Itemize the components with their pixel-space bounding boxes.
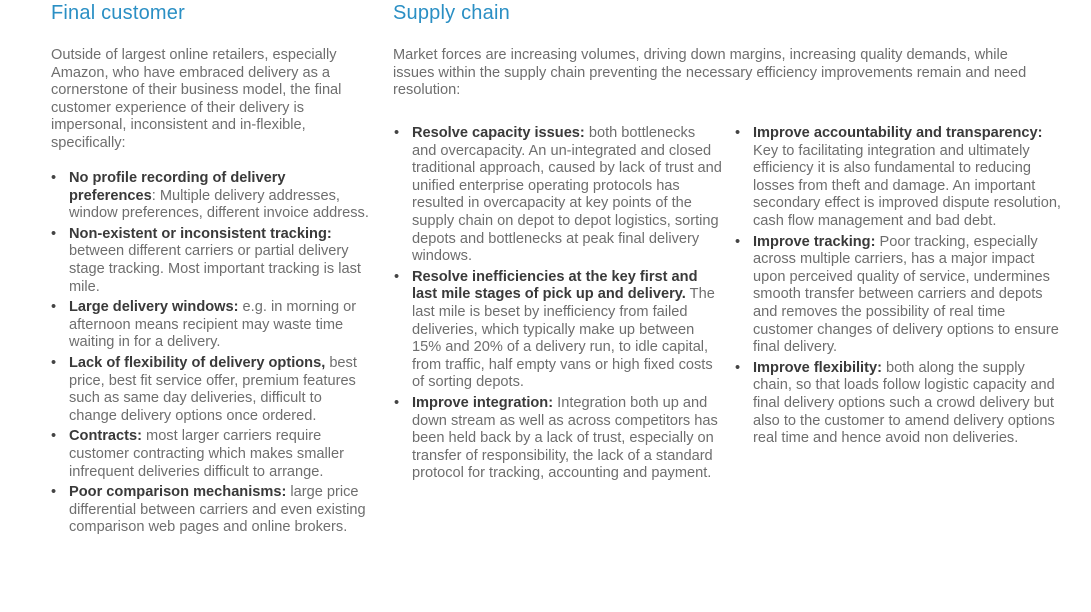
bullet-heading: Improve accountability and transparency: — [753, 125, 1043, 141]
bullet-text: Poor tracking, especially across multiple carriers, has a major impact upon perceived quality of service, undermines smooth transfer between carriers and depots and removes the possibility of real time customer changes of delivery options to ensure final delivery. — [753, 233, 1059, 356]
bullet-text: Key to facilitating integration and ultimately efficiency it is also fundamental to reducing losses from theft and damage. An important secondary effect is improved dispute resolution, cash flow management and bad debt. — [753, 142, 1061, 229]
bullet-item — [394, 125, 722, 266]
bullet-item — [394, 395, 722, 483]
bullet-heading: Poor comparison mechanisms: — [69, 484, 287, 501]
supply-chain-intro: Market forces are increasing volumes, driving down margins, increasing quality demands, while issues within the supply chain preventing the necessary efficiency improvements remain and need resolution: — [393, 47, 1027, 99]
bullet-heading: Non-existent or inconsistent tracking: — [69, 225, 332, 242]
bullet-heading: Contracts: — [69, 428, 142, 445]
final-customer-list — [51, 170, 369, 540]
bullet-heading: Lack of flexibility of delivery options, — [69, 354, 326, 371]
final-customer-intro: Outside of largest online retailers, especially Amazon, who have embraced delivery as a cornerstone of their business model, the final customer experience of their delivery is impersonal, inconsistent and in-flexible, specifically: — [51, 47, 342, 151]
bullet-heading: Improve tracking: — [753, 233, 876, 250]
bullet-text: Integration both up and down stream as well as across competitors has been held back by a lack of trust, especially on transfer of responsibility, the lack of a standard protocol for tracking, accounting and payment. — [412, 394, 718, 482]
bullet-item — [51, 484, 369, 537]
bullet-heading: Resolve inefficiencies at the key first and last mile stages of pick up and delivery. — [412, 268, 698, 303]
bullet-text: most larger carriers require customer contracting which makes smaller infrequent deliveries difficult to arrange. — [69, 428, 344, 480]
bullet-text: both along the supply chain, so that loads follow logistic capacity and final delivery options such a crowd delivery but also to the customer to amend delivery options real time and hence avoid non deliveries. — [753, 359, 1055, 447]
bullet-heading: Resolve capacity issues: — [412, 125, 585, 141]
bullet-item — [735, 125, 1063, 231]
supply-chain-list-right — [735, 125, 1063, 451]
bullet-item — [51, 170, 369, 223]
bullet-heading: No profile recording of delivery preferences — [69, 170, 286, 204]
bullet-text: large price differential between carriers and even existing comparison web pages and online brokers. — [69, 484, 366, 536]
bullet-text: best price, best fit service offer, premium features such as same day deliveries, difficult to change delivery options once ordered. — [69, 354, 357, 424]
bullet-text: : Multiple delivery addresses, window preferences, different invoice address. — [69, 187, 369, 222]
bullet-text: The last mile is beset by inefficiency from failed deliveries, which typically make up between 15% and 20% of a delivery run, to idle capital, from traffic, half empty vans or high fixed costs of sorting depots. — [412, 286, 715, 391]
bullet-item — [51, 226, 369, 296]
bullet-heading: Large delivery windows: — [69, 299, 239, 316]
bullet-text: e.g. in morning or afternoon means recipient may waste time waiting in for a delivery. — [69, 299, 357, 351]
bullet-item — [51, 355, 369, 425]
bullet-item — [735, 360, 1063, 448]
bullet-item — [51, 428, 369, 481]
bullet-text: between different carriers or partial delivery stage tracking. Most important tracking is last mile. — [69, 243, 361, 295]
bullet-text: both bottlenecks and overcapacity. An un-integrated and closed traditional approach, caused by lack of trust and unified enterprise operating protocols has resulted in overcapacity at key points of the supply chain on depot to depot logistics, sorting depots and bottlenecks at peak final delivery windows. — [412, 125, 722, 265]
bullet-heading: Improve flexibility: — [753, 359, 882, 376]
bullet-item — [735, 234, 1063, 357]
supply-chain-heading: Supply chain — [393, 2, 510, 24]
supply-chain-list-left — [394, 125, 722, 486]
bullet-item — [394, 269, 722, 392]
final-customer-heading: Final customer — [51, 2, 185, 24]
bullet-item — [51, 299, 369, 352]
bullet-heading: Improve integration: — [412, 394, 554, 411]
